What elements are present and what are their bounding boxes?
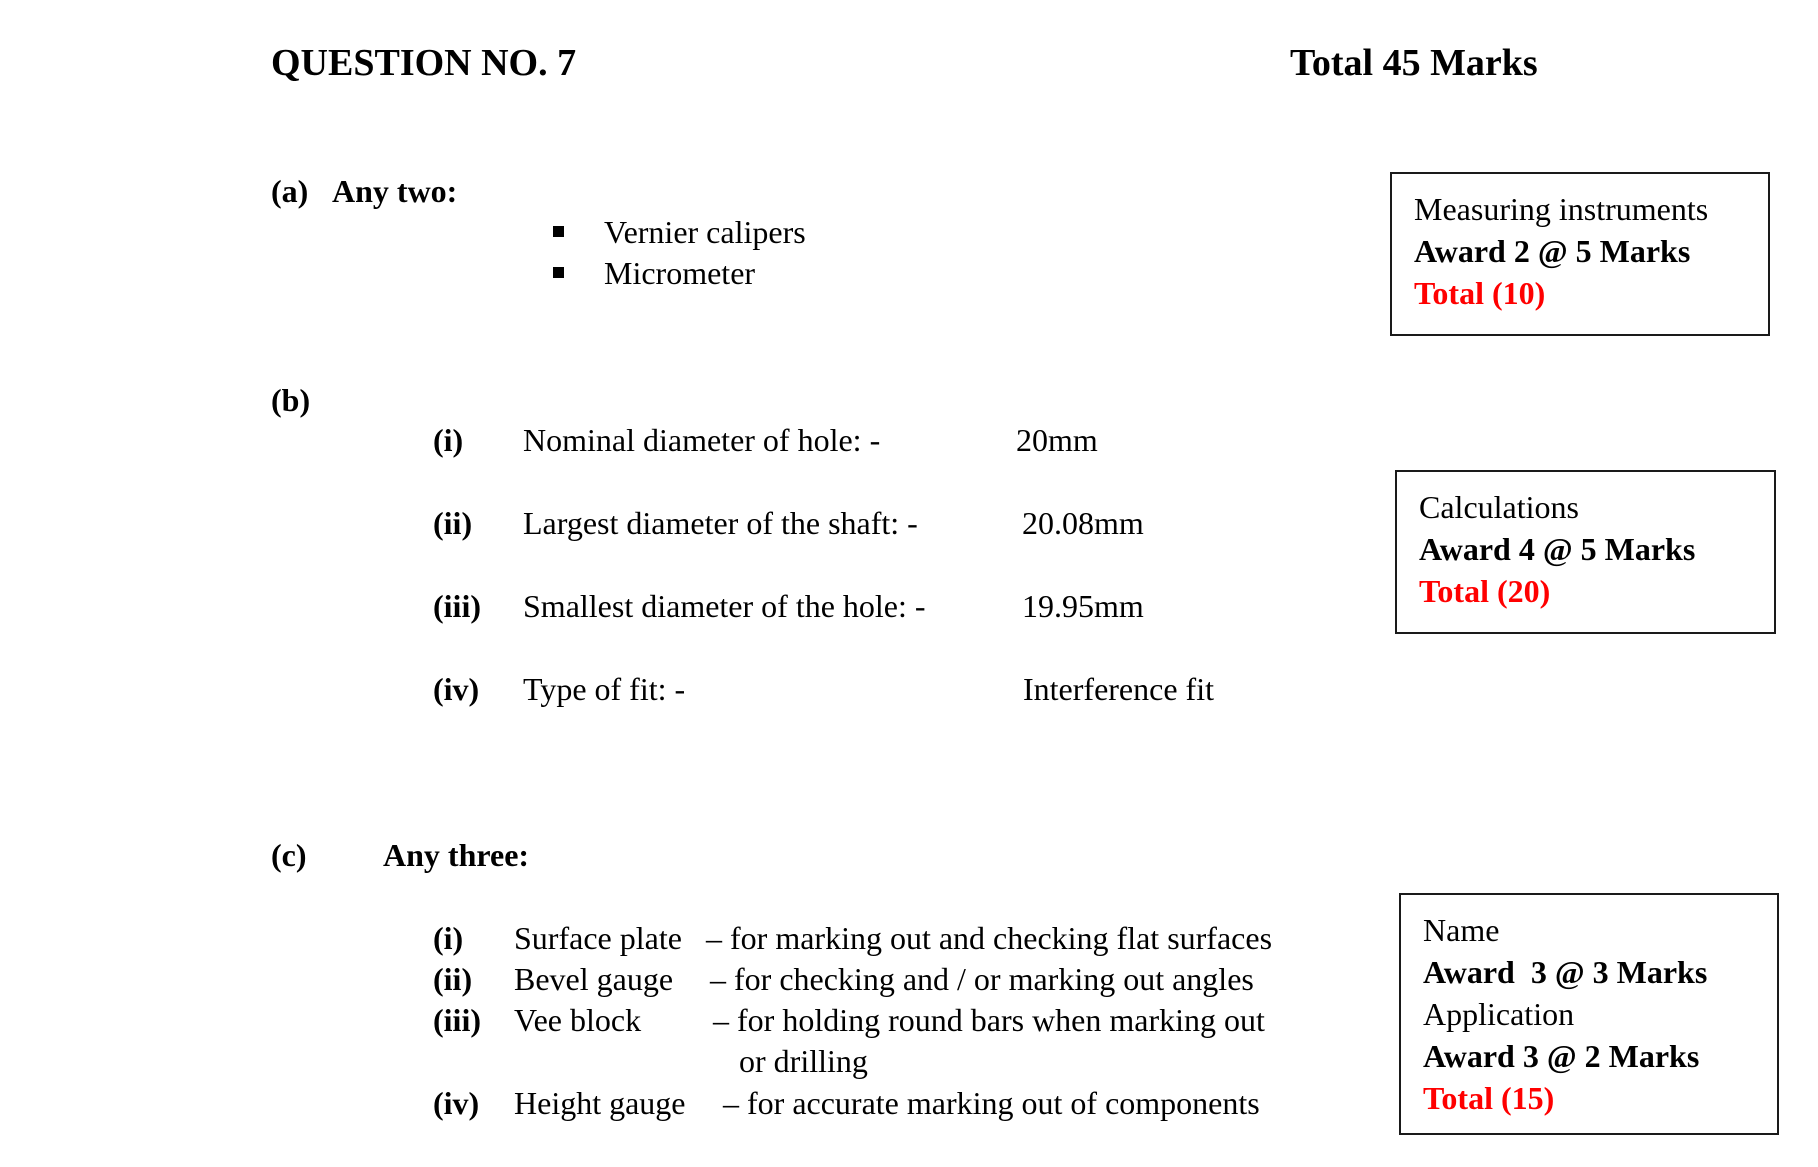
item-number: (iii) xyxy=(433,588,481,624)
section-a-instruction: Any two: xyxy=(332,173,458,209)
item-answer: 19.95mm xyxy=(1022,588,1144,624)
marks-category: Calculations xyxy=(1419,489,1579,525)
item-number: (i) xyxy=(433,422,464,458)
marks-box-c xyxy=(1399,893,1779,1135)
tool-use: – for marking out and checking flat surfaces xyxy=(706,920,1273,956)
total-marks: Total 45 Marks xyxy=(1290,42,1538,84)
tool-use: – for checking and / or marking out angles xyxy=(710,961,1254,997)
item-answer: Interference fit xyxy=(1023,671,1214,707)
square-bullet-icon xyxy=(553,267,564,278)
marks-application-label: Application xyxy=(1423,996,1575,1032)
item-number: (iv) xyxy=(433,1085,480,1121)
item-number: (i) xyxy=(433,920,464,956)
marks-box-a xyxy=(1390,172,1770,336)
tool-use-continued: or drilling xyxy=(739,1043,868,1079)
tool-name: Bevel gauge xyxy=(514,961,674,997)
marks-name-label: Name xyxy=(1423,912,1500,948)
item-question: Smallest diameter of the hole: - xyxy=(523,588,926,624)
marks-box-b xyxy=(1395,470,1776,634)
section-b-label: (b) xyxy=(271,382,311,418)
item-number: (iii) xyxy=(433,1002,481,1038)
marks-name-award: Award 3 @ 3 Marks xyxy=(1423,954,1708,990)
item-question: Largest diameter of the shaft: - xyxy=(523,505,918,541)
tool-name: Height gauge xyxy=(514,1085,686,1121)
marks-application-award: Award 3 @ 2 Marks xyxy=(1423,1038,1700,1074)
marks-total: Total (10) xyxy=(1414,275,1546,311)
question-title: QUESTION NO. 7 xyxy=(271,42,577,84)
marks-total: Total (20) xyxy=(1419,573,1551,609)
item-number: (ii) xyxy=(433,961,473,997)
marks-award: Award 2 @ 5 Marks xyxy=(1414,233,1691,269)
item-answer: 20.08mm xyxy=(1022,505,1144,541)
tool-use: – for holding round bars when marking out xyxy=(713,1002,1265,1038)
item-question: Type of fit: - xyxy=(523,671,686,707)
list-item-text: Vernier calipers xyxy=(604,214,806,250)
marks-category: Measuring instruments xyxy=(1414,191,1709,227)
tool-name: Surface plate xyxy=(514,920,682,956)
tool-name: Vee block xyxy=(514,1002,642,1038)
marks-total: Total (15) xyxy=(1423,1080,1555,1116)
section-a-label: (a) xyxy=(271,173,309,209)
item-question: Nominal diameter of hole: - xyxy=(523,422,881,458)
marks-award: Award 4 @ 5 Marks xyxy=(1419,531,1696,567)
list-item-text: Micrometer xyxy=(604,255,756,291)
item-number: (ii) xyxy=(433,505,473,541)
section-c-instruction: Any three: xyxy=(383,837,530,873)
tool-use: – for accurate marking out of components xyxy=(723,1085,1260,1121)
item-number: (iv) xyxy=(433,671,480,707)
section-c-label: (c) xyxy=(271,837,307,873)
item-answer: 20mm xyxy=(1016,422,1098,458)
square-bullet-icon xyxy=(553,226,564,237)
